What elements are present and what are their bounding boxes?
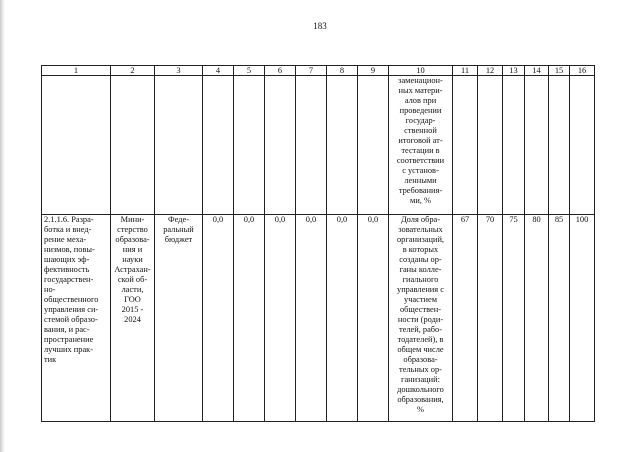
amount-cell: 0,0 <box>296 215 327 422</box>
value-cell: 80 <box>525 215 549 422</box>
col-header: 6 <box>265 66 296 76</box>
col-header: 14 <box>525 66 549 76</box>
scan-shadow-edge <box>0 0 5 452</box>
table-cell <box>296 76 327 215</box>
col-header: 1 <box>42 66 111 76</box>
col-header: 7 <box>296 66 327 76</box>
table-cell <box>549 76 570 215</box>
col-header: 5 <box>234 66 265 76</box>
amount-cell: 0,0 <box>203 215 234 422</box>
indicator-cell: Доля обра- зовательных организаций, в которых созданы ор- ганы колле- гиального управления с участием обществен- ности (роди- телей, рабо- тодателей), в общем числе образова- тельных ор- ганизаций: дошкольного образования, % <box>389 215 453 422</box>
program-table <box>41 65 595 422</box>
col-header: 12 <box>478 66 503 76</box>
table-cell <box>111 76 155 215</box>
table-cell <box>42 76 111 215</box>
value-cell: 75 <box>503 215 525 422</box>
col-header: 11 <box>453 66 478 76</box>
table-cell <box>478 76 503 215</box>
table-cell <box>234 76 265 215</box>
amount-cell: 0,0 <box>265 215 296 422</box>
amount-cell: 0,0 <box>358 215 389 422</box>
col-header: 10 <box>389 66 453 76</box>
table-cell <box>525 76 549 215</box>
col-header: 2 <box>111 66 155 76</box>
indicator-cell: заменацион- ных матери- алов при проведении государ- ственной итоговой ат- тестации в соответствии с установ- ленными требования- ми, % <box>389 76 453 215</box>
amount-cell: 0,0 <box>234 215 265 422</box>
col-header: 3 <box>155 66 203 76</box>
page-number: 183 <box>313 21 327 31</box>
col-header: 8 <box>327 66 358 76</box>
value-cell: 85 <box>549 215 570 422</box>
table-cell <box>265 76 296 215</box>
col-header: 13 <box>503 66 525 76</box>
table-row <box>42 76 595 215</box>
table-cell <box>327 76 358 215</box>
table-row <box>42 215 595 422</box>
table-cell <box>155 76 203 215</box>
column-number-row <box>42 66 595 76</box>
col-header: 16 <box>570 66 595 76</box>
col-header: 15 <box>549 66 570 76</box>
amount-cell: 0,0 <box>327 215 358 422</box>
value-cell: 70 <box>478 215 503 422</box>
value-cell: 67 <box>453 215 478 422</box>
col-header: 9 <box>358 66 389 76</box>
executor-cell: Мини- стерство образова- ния и науки Астрахан- ской об- ласти, ГОО 2015 - 2024 <box>111 215 155 422</box>
table-cell <box>570 76 595 215</box>
value-cell: 100 <box>570 215 595 422</box>
table-cell <box>203 76 234 215</box>
funding-source-cell: Феде- ральный бюджет <box>155 215 203 422</box>
table-cell <box>358 76 389 215</box>
activity-cell: 2.1.1.6. Разра- ботка и внед- рение меха- низмов, повы- шающих эф- фективность государствен- но- общественного управления си- стемой образо- вания, и рас- пространение лучших прак- тик <box>42 215 111 422</box>
table-cell <box>453 76 478 215</box>
table-cell <box>503 76 525 215</box>
col-header: 4 <box>203 66 234 76</box>
